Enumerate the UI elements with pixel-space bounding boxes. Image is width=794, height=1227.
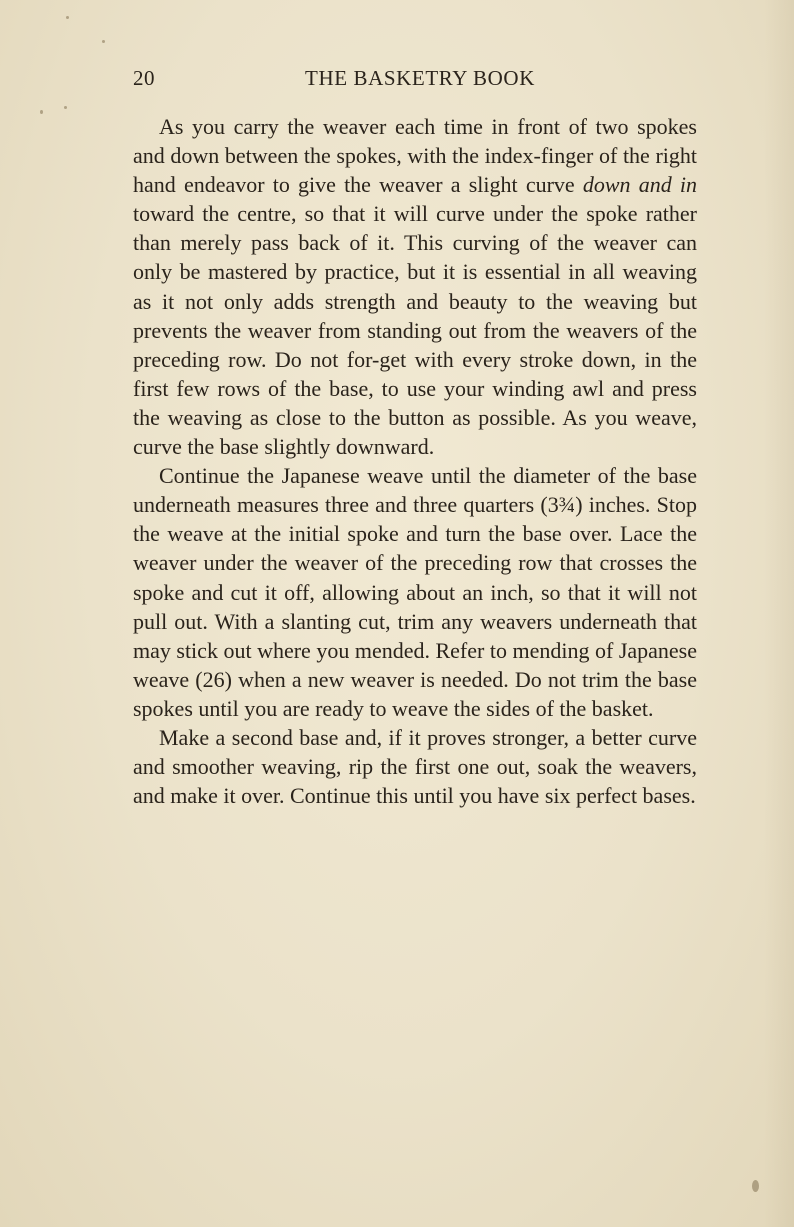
body-text — [133, 112, 697, 810]
paragraph — [133, 112, 697, 461]
paragraph: Make a second base and, if it proves stronger, a better curve and smoother weaving, rip the first one out, soak the weavers, and make it over. Continue this until you have six perfect bases. — [133, 724, 697, 809]
emphasized-text: down and in — [582, 172, 697, 198]
running-head — [133, 66, 697, 96]
running-title: THE BASKETRY BOOK — [305, 66, 535, 90]
paper-speck — [66, 16, 69, 19]
paragraph-text: As you carry the weaver each time in front of two spokes and down between the spokes, with the index-finger of the right hand endeavor to give the weaver a slight curve — [133, 114, 697, 198]
paper-speck — [40, 110, 43, 114]
paper-speck — [752, 1180, 759, 1192]
page-number: 20 — [133, 66, 155, 90]
paper-speck — [64, 106, 67, 109]
paragraph: Continue the Japanese weave until the diameter of the base underneath measures three and three quarters (3¾) inches. Stop the weave at the initial spoke and turn the base over. Lace the weaver under the weaver of the preceding row that crosses the spoke and cut it off, allowing about an inch, so that it will not pull out. With a slanting cut, trim any weavers underneath that may stick out where you mended. Refer to mending of Japanese weave (26) when a new weaver is needed. Do not trim the base spokes until you are ready to weave the sides of the basket. — [133, 463, 697, 721]
page-edge-shadow — [764, 0, 794, 1227]
paragraph-text: toward the centre, so that it will curve under the spoke rather than merely pass back of it. This curving of the weaver can only be mastered by practice, but it is essential in all weaving as it not only adds strength and beauty to the weaving but prevents the weaver from standing out from the weavers of the preceding row. Do not for-get with every stroke down, in the first few rows of the base, to use your winding awl and press the weaving as close to the button as possible. As you weave, curve the base slightly downward. — [133, 201, 697, 460]
paper-speck — [102, 40, 105, 43]
